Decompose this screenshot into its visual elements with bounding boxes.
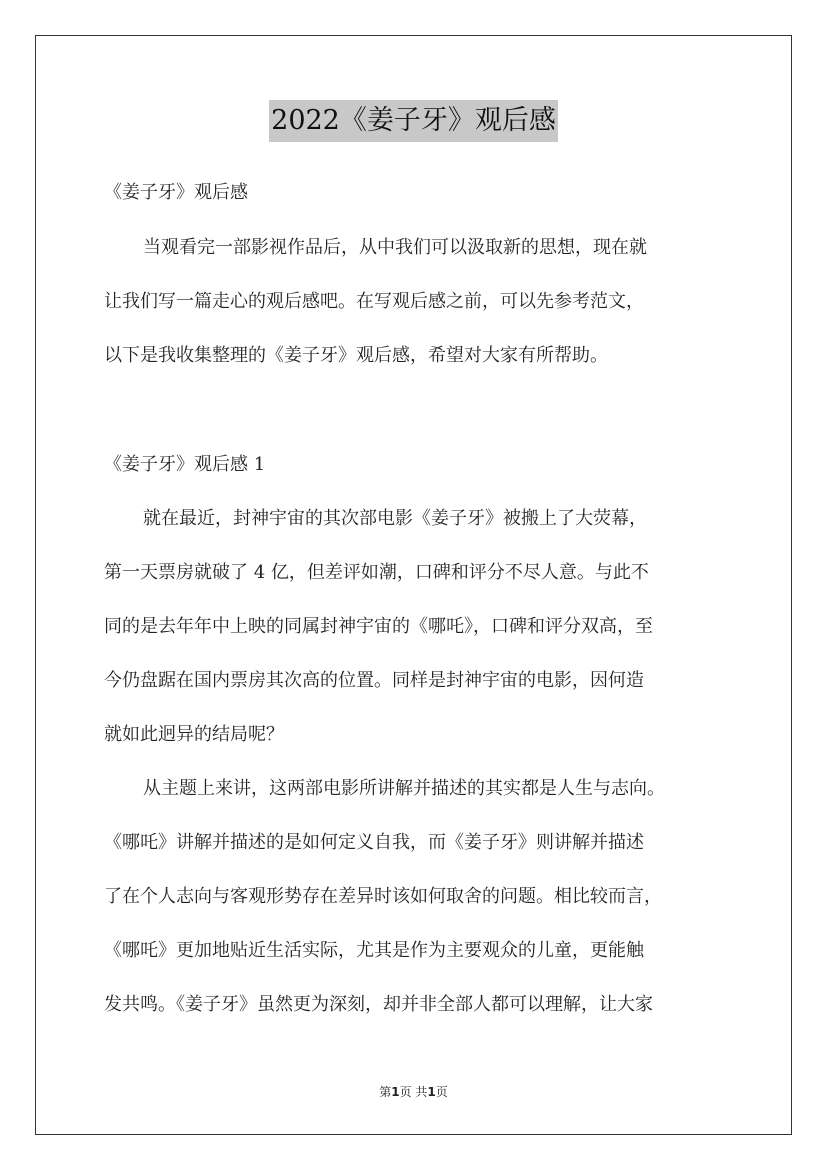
paragraph-line: 《哪吒》更加地贴近生活实际，尤其是作为主要观众的儿童，更能触	[104, 940, 644, 961]
footer-prefix: 第	[379, 1085, 392, 1099]
paragraph-line: 让我们写一篇走心的观后感吧。在写观后感之前，可以先参考范文，	[104, 291, 644, 312]
footer-total-pages: 1	[427, 1085, 436, 1099]
footer-mid: 页 共	[399, 1085, 428, 1099]
paragraph-line: 就在最近，封神宇宙的其次部电影《姜子牙》被搬上了大荧幕，	[143, 508, 647, 529]
paragraph-line: 发共鸣。《姜子牙》虽然更为深刻，却并非全部人都可以理解，让大家	[104, 994, 653, 1015]
paragraph-line: 就如此迥异的结局呢？	[104, 724, 284, 745]
paragraph-line: 第一天票房就破了 4 亿，但差评如潮，口碑和评分不尽人意。与此不	[104, 562, 649, 583]
section-heading: 《姜子牙》观后感	[104, 182, 248, 203]
paragraph-line: 当观看完一部影视作品后，从中我们可以汲取新的思想，现在就	[143, 237, 647, 258]
paragraph-line: 从主题上来讲，这两部电影所讲解并描述的其实都是人生与志向。	[143, 778, 665, 799]
document-title: 2022《姜子牙》观后感	[269, 100, 558, 142]
section-heading: 《姜子牙》观后感 1	[104, 454, 266, 475]
paragraph-line: 今仍盘踞在国内票房其次高的位置。同样是封神宇宙的电影，因何造	[104, 670, 644, 691]
footer-suffix: 页	[435, 1085, 448, 1099]
title-container	[0, 100, 827, 142]
paragraph-line: 以下是我收集整理的《姜子牙》观后感，希望对大家有所帮助。	[104, 345, 608, 366]
paragraph-line: 同的是去年年中上映的同属封神宇宙的《哪吒》，口碑和评分双高，至	[104, 616, 653, 637]
paragraph-line: 了在个人志向与客观形势存在差异时该如何取舍的问题。相比较而言，	[104, 886, 662, 907]
footer-current-page: 1	[391, 1085, 400, 1099]
paragraph-line: 《哪吒》讲解并描述的是如何定义自我，而《姜子牙》则讲解并描述	[104, 832, 644, 853]
page-footer	[0, 1083, 827, 1100]
